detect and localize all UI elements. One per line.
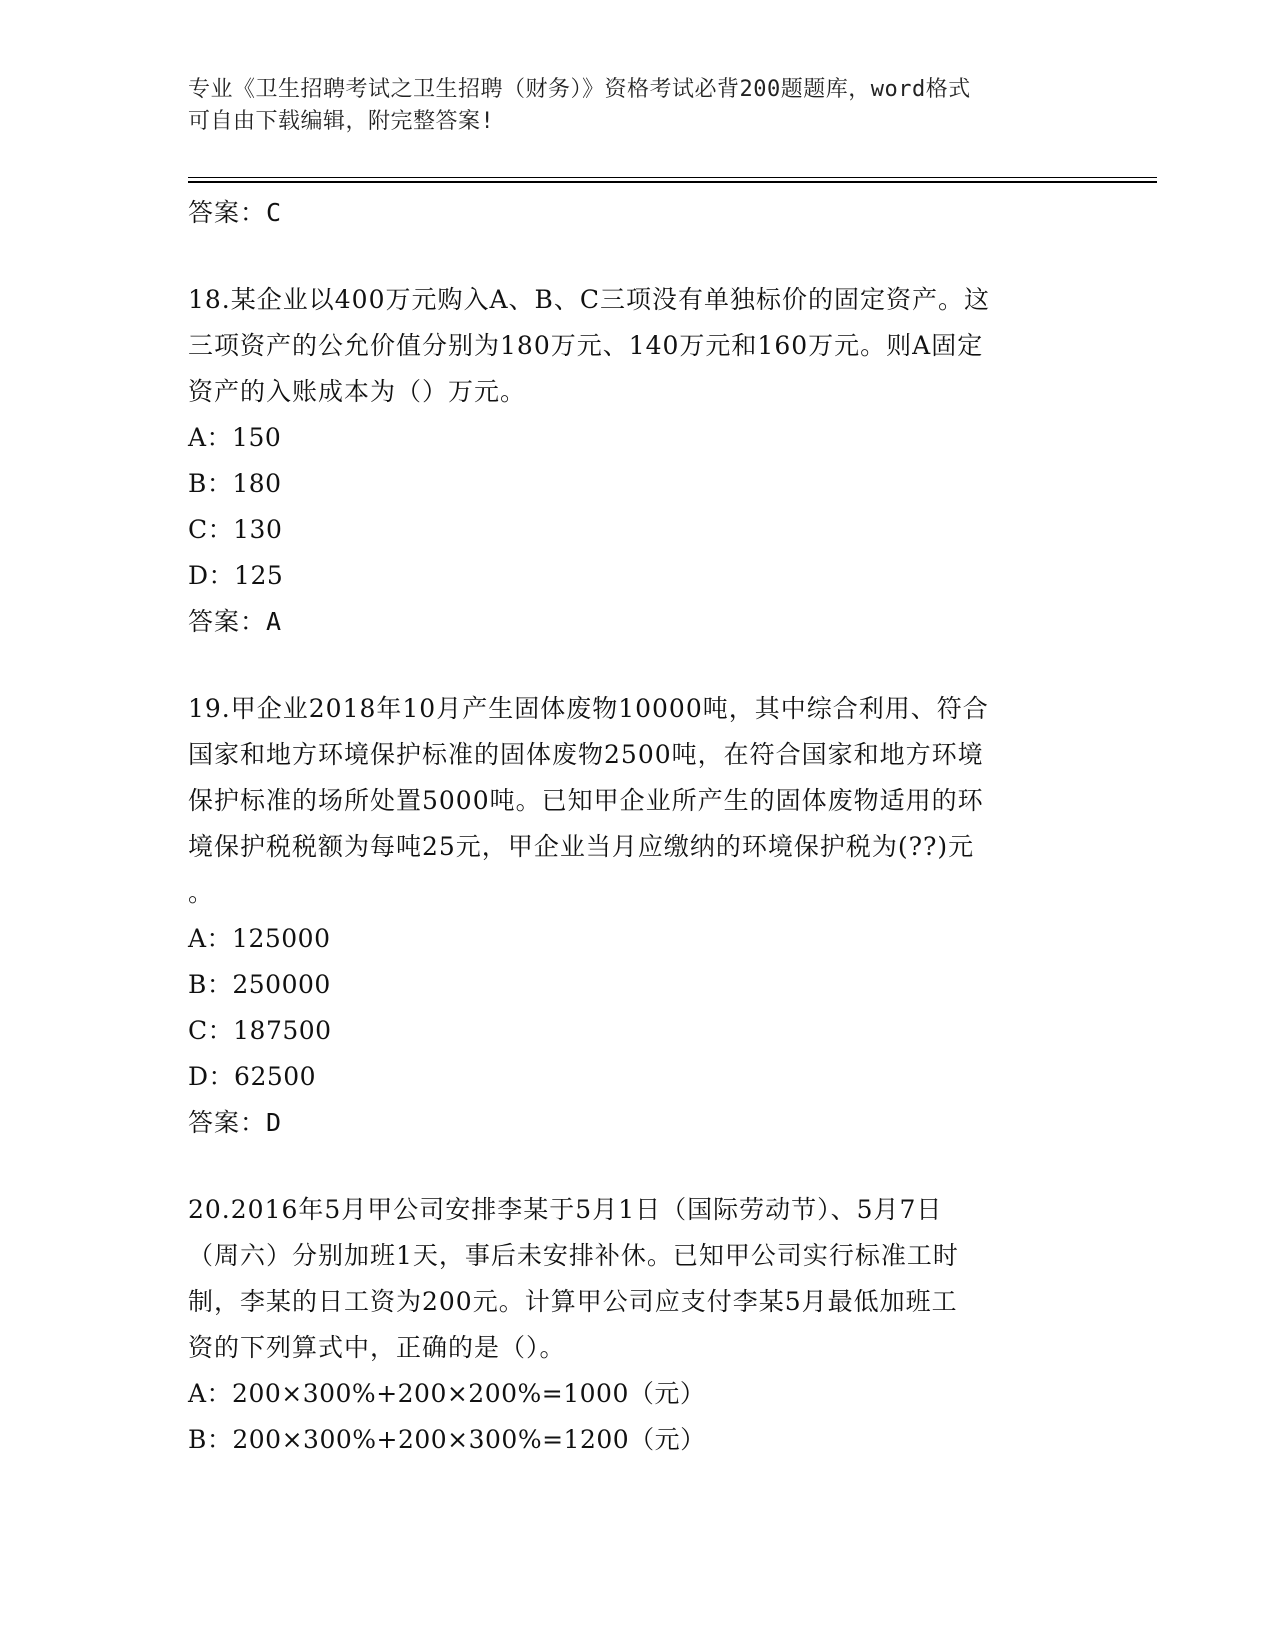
- option-b: B：200×300%+200×300%=1200（元）: [188, 1425, 706, 1454]
- question-stem-line: 制，李某的日工资为200元。计算甲公司应支付李某5月最低加班工: [188, 1287, 958, 1316]
- question-stem-line: 20.2016年5月甲公司安排李某于5月1日（国际劳动节）、5月7日: [188, 1195, 943, 1224]
- option-c: C：187500: [188, 1016, 332, 1045]
- answer-line: 答案：C: [188, 198, 283, 227]
- question-stem-line: 三项资产的公允价值分别为180万元、140万元和160万元。则A固定: [188, 331, 984, 360]
- option-a: A：200×300%+200×200%=1000（元）: [188, 1379, 706, 1408]
- question-spacer: [188, 236, 1088, 277]
- document-body: [188, 190, 1088, 1463]
- option-a: A：125000: [188, 924, 331, 953]
- option-b: B：180: [188, 469, 282, 498]
- header-line-1: 专业《卫生招聘考试之卫生招聘（财务）》资格考试必背200题题库，word格式: [188, 77, 971, 102]
- question-18: [188, 277, 1088, 645]
- question-spacer: [188, 645, 1088, 686]
- question-stem-line: 19.甲企业2018年10月产生固体废物10000吨，其中综合利用、符合: [188, 694, 989, 723]
- header-line-2: 可自由下载编辑，附完整答案!: [188, 109, 495, 134]
- answer-line: 答案：D: [188, 1108, 283, 1137]
- option-d: D：62500: [188, 1062, 317, 1091]
- answer-line: 答案：A: [188, 607, 283, 636]
- option-d: D：125: [188, 561, 284, 590]
- question-stem-line: 境保护税税额为每吨25元，甲企业当月应缴纳的环境保护税为(??)元: [188, 832, 975, 861]
- question-stem-line: 资的下列算式中，正确的是（）。: [188, 1333, 566, 1362]
- question-stem-line: 国家和地方环境保护标准的固体废物2500吨，在符合国家和地方环境: [188, 740, 984, 769]
- question-20: [188, 1187, 1088, 1463]
- question-19: [188, 686, 1088, 1146]
- option-c: C：130: [188, 515, 283, 544]
- question-stem-line: 。: [188, 878, 215, 907]
- question-stem-line: 资产的入账成本为（）万元。: [188, 377, 527, 406]
- header-divider: [188, 177, 1157, 183]
- document-header: [188, 74, 1088, 138]
- question-spacer: [188, 1146, 1088, 1187]
- question-stem-line: 保护标准的场所处置5000吨。已知甲企业所产生的固体废物适用的环: [188, 786, 984, 815]
- option-a: A：150: [188, 423, 282, 452]
- question-stem-line: （周六）分别加班1天，事后未安排补休。已知甲公司实行标准工时: [188, 1241, 959, 1270]
- option-b: B：250000: [188, 970, 331, 999]
- question-stem-line: 18.某企业以400万元购入A、B、C三项没有单独标价的固定资产。这: [188, 285, 991, 314]
